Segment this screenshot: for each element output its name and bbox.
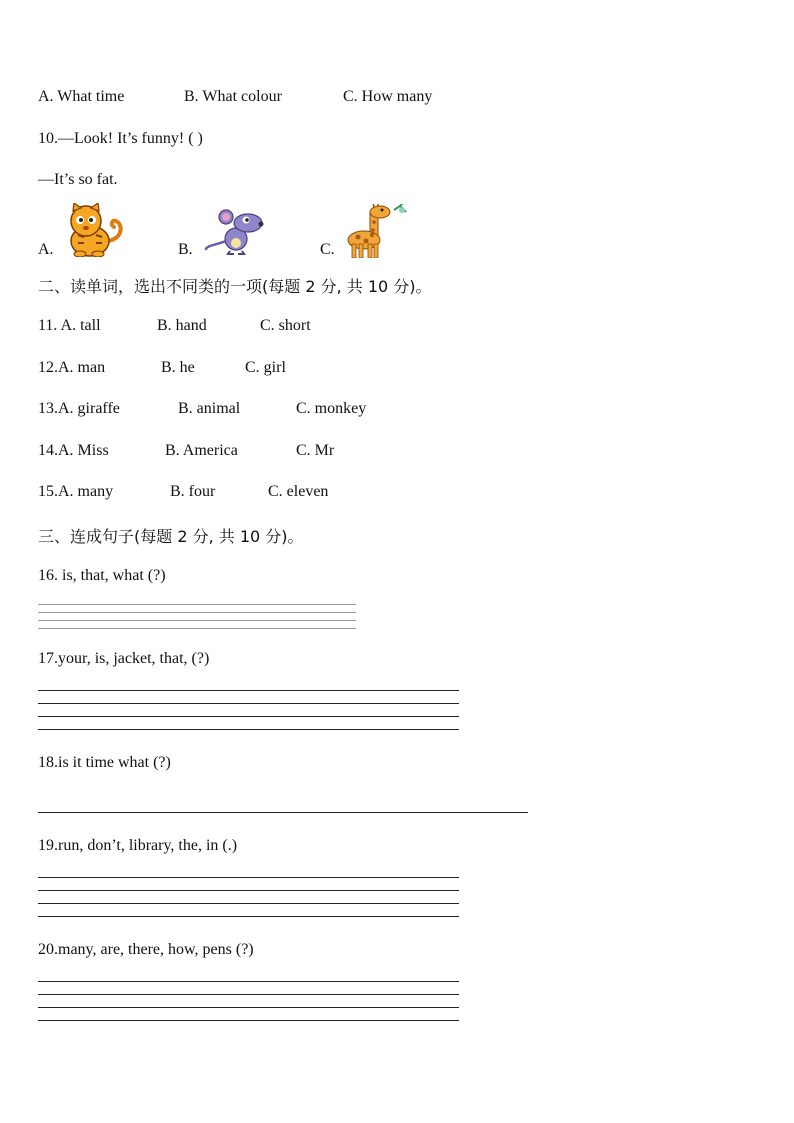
q19-writing-line[interactable] — [38, 903, 459, 904]
q16-prompt: 16. is, that, what (?) — [38, 567, 166, 584]
q17-writing-line[interactable] — [38, 690, 459, 691]
q19-writing-line[interactable] — [38, 877, 459, 878]
section3-title: 三、连成句子(每题 2 分, 共 10 分)。 — [38, 527, 304, 546]
q11-option-c: C. short — [260, 317, 311, 334]
section2-title: 二、读单词，选出不同类的一项(每题 2 分, 共 10 分)。 — [38, 277, 432, 296]
q19-writing-line[interactable] — [38, 890, 459, 891]
q10-label-b: B. — [178, 241, 193, 258]
q11-option-b: B. hand — [157, 317, 207, 334]
q12-option-c: C. girl — [245, 359, 286, 376]
q9-option-a: A. What time — [38, 88, 125, 105]
q16-writing-line[interactable] — [38, 604, 356, 605]
q17-writing-line[interactable] — [38, 729, 459, 730]
q20-writing-line[interactable] — [38, 1020, 459, 1021]
q9-option-c: C. How many — [343, 88, 433, 105]
q19-writing-line[interactable] — [38, 916, 459, 917]
q18-prompt: 18.is it time what (?) — [38, 754, 171, 771]
mouse-image — [204, 209, 268, 255]
q9-option-b: B. What colour — [184, 88, 282, 105]
q10-reply: —It’s so fat. — [38, 171, 118, 188]
giraffe-image — [344, 204, 412, 258]
q11-option-a: 11. A. tall — [38, 317, 101, 334]
q13-option-c: C. monkey — [296, 400, 367, 417]
q18-writing-line[interactable] — [38, 812, 528, 813]
q15-option-a: 15.A. many — [38, 483, 114, 500]
q20-writing-line[interactable] — [38, 1007, 459, 1008]
q16-writing-line[interactable] — [38, 612, 356, 613]
q17-prompt: 17.your, is, jacket, that, (?) — [38, 650, 210, 667]
q14-option-a: 14.A. Miss — [38, 442, 109, 459]
q10-label-a: A. — [38, 241, 54, 258]
q16-writing-line[interactable] — [38, 628, 356, 629]
q12-option-a: 12.A. man — [38, 359, 106, 376]
q16-writing-line[interactable] — [38, 620, 356, 621]
q17-writing-line[interactable] — [38, 716, 459, 717]
tiger-image — [60, 203, 126, 257]
q12-option-b: B. he — [161, 359, 195, 376]
q20-writing-line[interactable] — [38, 994, 459, 995]
q10-label-c: C. — [320, 241, 335, 258]
q14-option-b: B. America — [165, 442, 238, 459]
q13-option-b: B. animal — [178, 400, 241, 417]
q14-option-c: C. Mr — [296, 442, 335, 459]
q10-stem: 10.—Look! It’s funny! ( ) — [38, 130, 203, 147]
q17-writing-line[interactable] — [38, 703, 459, 704]
q13-option-a: 13.A. giraffe — [38, 400, 120, 417]
q20-prompt: 20.many, are, there, how, pens (?) — [38, 941, 254, 958]
q20-writing-line[interactable] — [38, 981, 459, 982]
q19-prompt: 19.run, don’t, library, the, in (.) — [38, 837, 238, 854]
q15-option-c: C. eleven — [268, 483, 329, 500]
q15-option-b: B. four — [170, 483, 216, 500]
